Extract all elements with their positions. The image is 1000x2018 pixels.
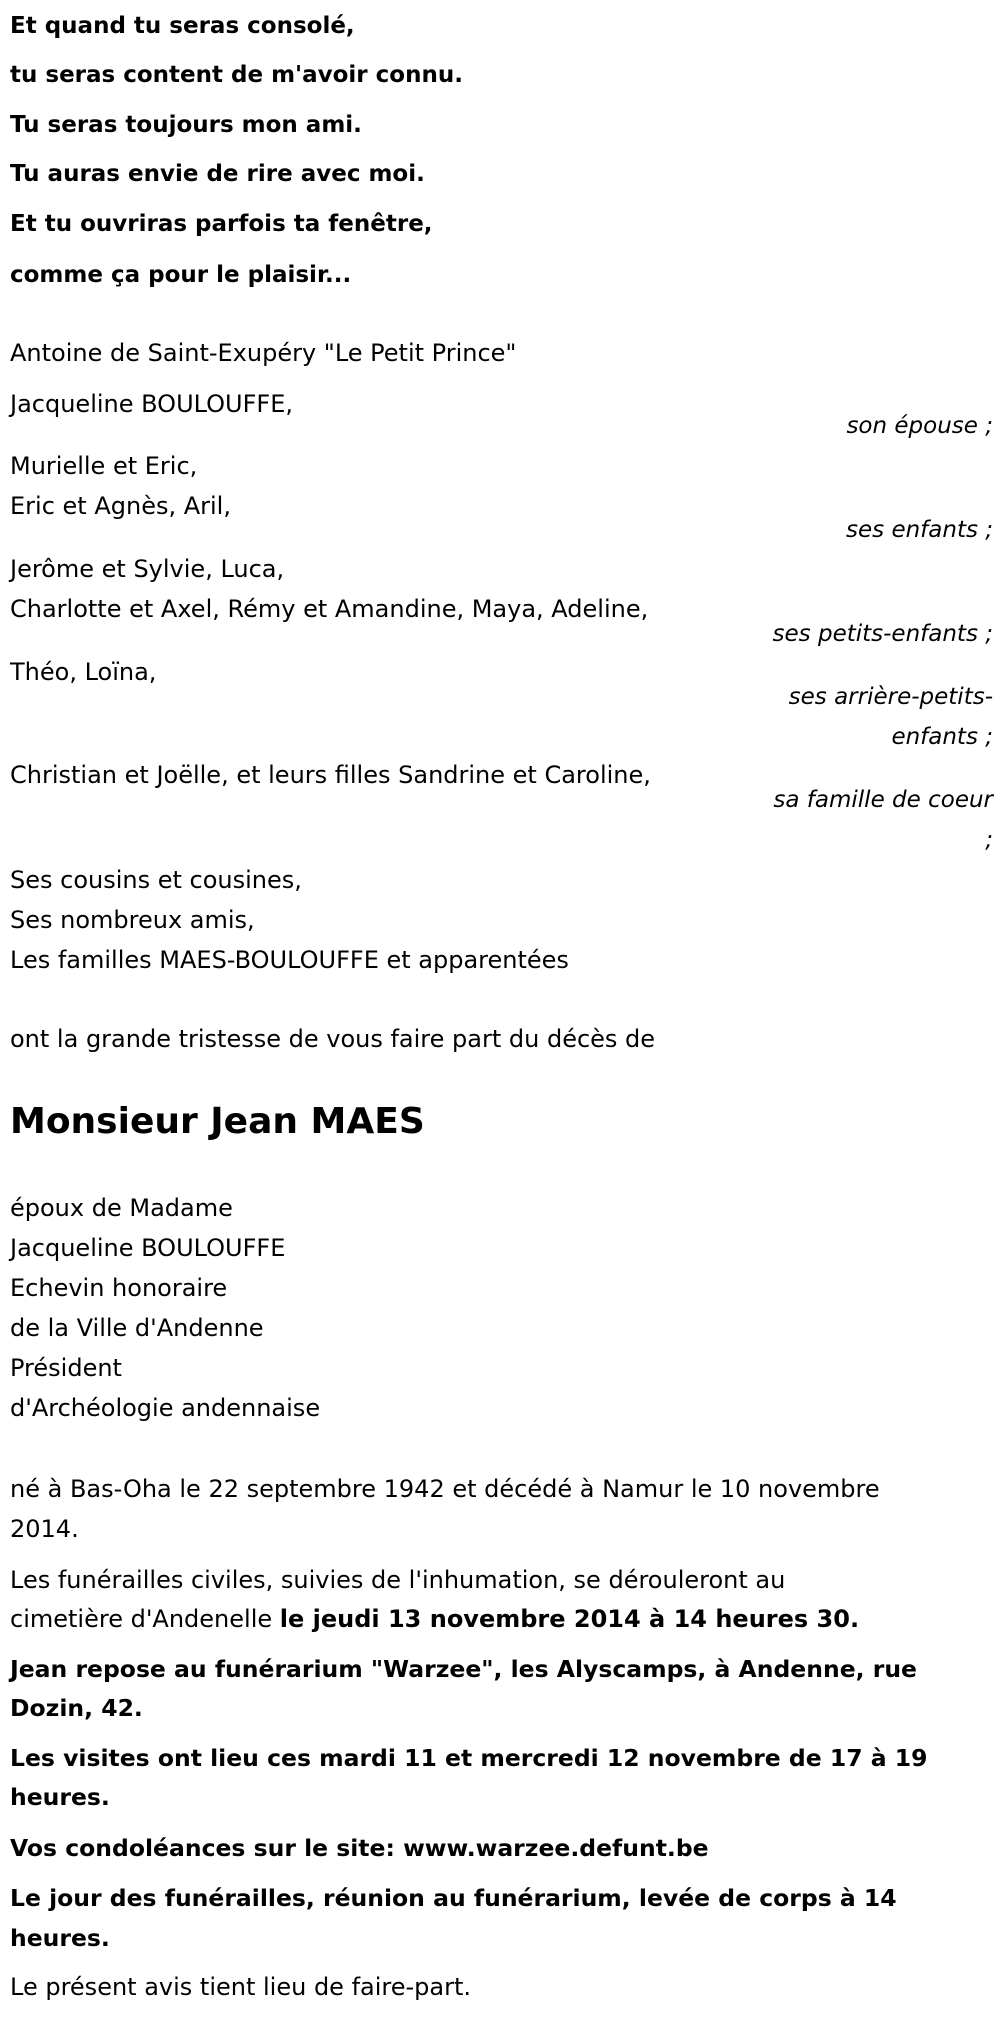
deceased-title-line: Echevin honoraire xyxy=(10,1274,228,1302)
funeral-line xyxy=(10,1604,859,1634)
rest-place-line: Jean repose au funérarium "Warzee", les Alyscamps, à Andenne, rue xyxy=(10,1655,917,1683)
poem-line: tu seras content de m'avoir connu. xyxy=(10,62,463,88)
visits-line: heures. xyxy=(10,1783,110,1811)
deceased-title-line: d'Archéologie andennaise xyxy=(10,1394,321,1422)
deceased-name: Monsieur Jean MAES xyxy=(10,1101,425,1142)
poem-line: Et quand tu seras consolé, xyxy=(10,13,355,39)
closing-note: Le présent avis tient lieu de faire-part. xyxy=(10,1973,472,2001)
family-role-label: ses arrière-petits- xyxy=(788,684,993,710)
poem-attribution: Antoine de Saint-Exupéry "Le Petit Prince" xyxy=(10,339,517,367)
family-role-label: enfants ; xyxy=(891,724,993,750)
others-line: Les familles MAES-BOULOUFFE et apparentées xyxy=(10,946,569,974)
visits-line: Les visites ont lieu ces mardi 11 et mercredi 12 novembre de 17 à 19 xyxy=(10,1744,928,1772)
family-name-line: Charlotte et Axel, Rémy et Amandine, Maya, Adeline, xyxy=(10,595,649,623)
family-role-label: ses petits-enfants ; xyxy=(772,621,993,647)
family-role-label: son épouse ; xyxy=(846,413,993,439)
family-name-line: Jerôme et Sylvie, Luca, xyxy=(10,555,285,583)
rest-place-line: Dozin, 42. xyxy=(10,1694,143,1722)
announcement: ont la grande tristesse de vous faire part du décès de xyxy=(10,1025,656,1053)
family-name-line: Théo, Loïna, xyxy=(10,658,157,686)
deceased-title-line: Jacqueline BOULOUFFE xyxy=(10,1234,286,1262)
funeral-day-line: heures. xyxy=(10,1924,110,1952)
funeral-location: cimetière d'Andenelle xyxy=(10,1605,280,1633)
deceased-title-line: de la Ville d'Andenne xyxy=(10,1314,264,1342)
deceased-title-line: Président xyxy=(10,1354,122,1382)
poem-line: comme ça pour le plaisir... xyxy=(10,262,352,288)
condolences-line: Vos condoléances sur le site: www.warzee.defunt.be xyxy=(10,1834,709,1862)
deceased-title-line: époux de Madame xyxy=(10,1194,233,1222)
funeral-datetime: le jeudi 13 novembre 2014 à 14 heures 30. xyxy=(279,1605,860,1633)
others-line: Ses nombreux amis, xyxy=(10,906,255,934)
birth-death-line: 2014. xyxy=(10,1515,79,1543)
funeral-line: Les funérailles civiles, suivies de l'inhumation, se dérouleront au xyxy=(10,1566,786,1594)
family-name-line: Christian et Joëlle, et leurs filles Sandrine et Caroline, xyxy=(10,761,651,789)
family-name-line: Eric et Agnès, Aril, xyxy=(10,492,231,520)
birth-death-line: né à Bas-Oha le 22 septembre 1942 et décédé à Namur le 10 novembre xyxy=(10,1475,880,1503)
poem-line: Tu auras envie de rire avec moi. xyxy=(10,161,425,187)
family-name-line: Murielle et Eric, xyxy=(10,452,198,480)
funeral-day-line: Le jour des funérailles, réunion au funérarium, levée de corps à 14 xyxy=(10,1884,897,1912)
family-role-label: ; xyxy=(985,827,993,853)
family-role-label: ses enfants ; xyxy=(846,517,993,543)
family-name-line: Jacqueline BOULOUFFE, xyxy=(10,390,294,418)
poem-line: Et tu ouvriras parfois ta fenêtre, xyxy=(10,211,433,237)
others-line: Ses cousins et cousines, xyxy=(10,866,302,894)
family-role-label: sa famille de coeur xyxy=(773,787,993,813)
poem-line: Tu seras toujours mon ami. xyxy=(10,112,362,138)
